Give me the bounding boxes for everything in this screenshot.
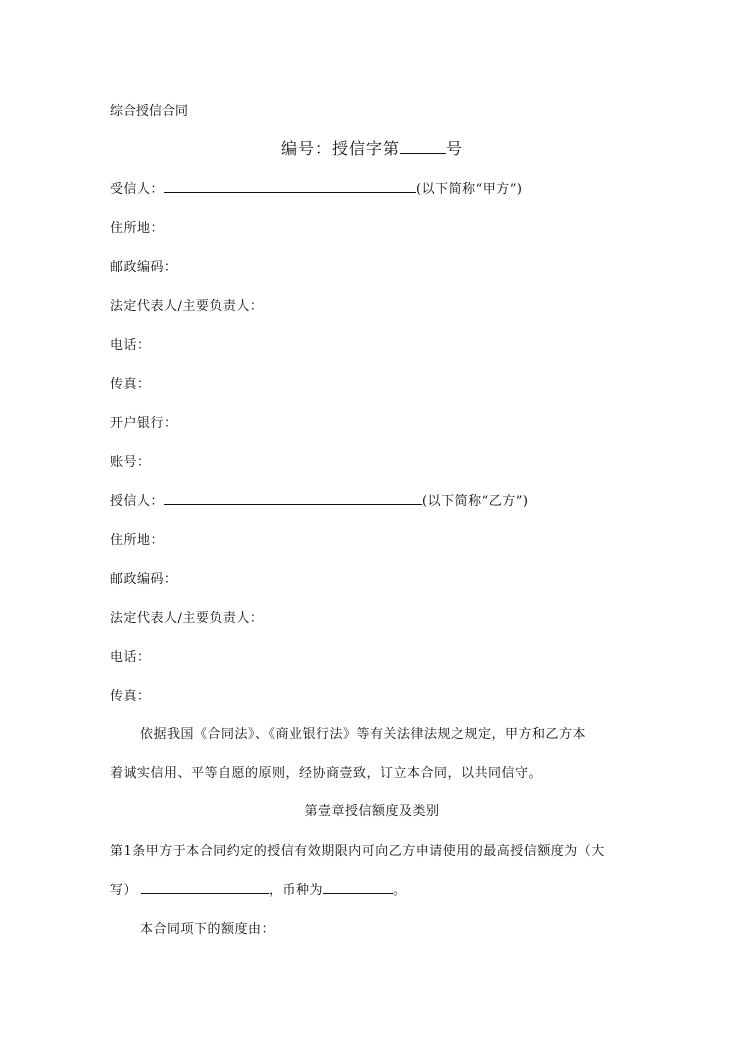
party-a-postcode: 邮政编码： [110, 260, 178, 275]
contract-number-title [0, 136, 744, 159]
party-b-representative: 法定代表人/主要负责人： [110, 611, 264, 626]
party-b-label: 授信人： [110, 494, 165, 509]
party-b-fax: 传真： [110, 689, 151, 704]
article-1-end: 。 [393, 883, 407, 898]
party-a-address: 住所地： [110, 221, 165, 236]
party-a-phone: 电话： [110, 338, 151, 353]
article-1-line-1: 第1条甲方于本合同约定的授信有效期限内可向乙方申请使用的最高授信额度为（大 [110, 844, 605, 859]
party-b-phone: 电话： [110, 650, 151, 665]
party-b-postcode: 邮政编码： [110, 572, 178, 587]
party-a-label: 受信人： [110, 182, 165, 197]
article-1-prefix: 写） [110, 883, 138, 898]
party-a-name-blank [164, 180, 416, 193]
amount-blank [141, 881, 269, 894]
contract-number-blank [400, 141, 446, 154]
intro-line-1: 依据我国《合同法》、《商业银行法》等有关法律法规之规定，甲方和乙方本 [140, 727, 587, 742]
party-b-address: 住所地： [110, 533, 165, 548]
party-a-account: 账号： [110, 455, 151, 470]
currency-blank [323, 881, 393, 894]
article-1-line-2 [110, 879, 407, 898]
intro-line-2: 着诚实信用、平等自愿的原则，经协商壹致，订立本合同，以共同信守。 [110, 766, 543, 781]
title-suffix: 号 [446, 139, 464, 158]
party-b-note: (以下简称“乙方”) [422, 494, 529, 509]
sub-paragraph: 本合同项下的额度由： [140, 922, 276, 937]
document-header: 综合授信合同 [110, 104, 189, 119]
party-b-name-blank [164, 492, 422, 505]
party-a-bank: 开户银行： [110, 416, 178, 431]
party-a-line [110, 178, 522, 197]
title-prefix: 编号：授信字第 [280, 139, 400, 158]
party-a-representative: 法定代表人/主要负责人： [110, 299, 264, 314]
party-b-line [110, 490, 528, 509]
currency-label: ，币种为 [269, 883, 324, 898]
chapter-heading: 第壹章授信额度及类别 [304, 804, 440, 819]
party-a-note: (以下简称“甲方”) [416, 182, 523, 197]
party-a-fax: 传真： [110, 377, 151, 392]
